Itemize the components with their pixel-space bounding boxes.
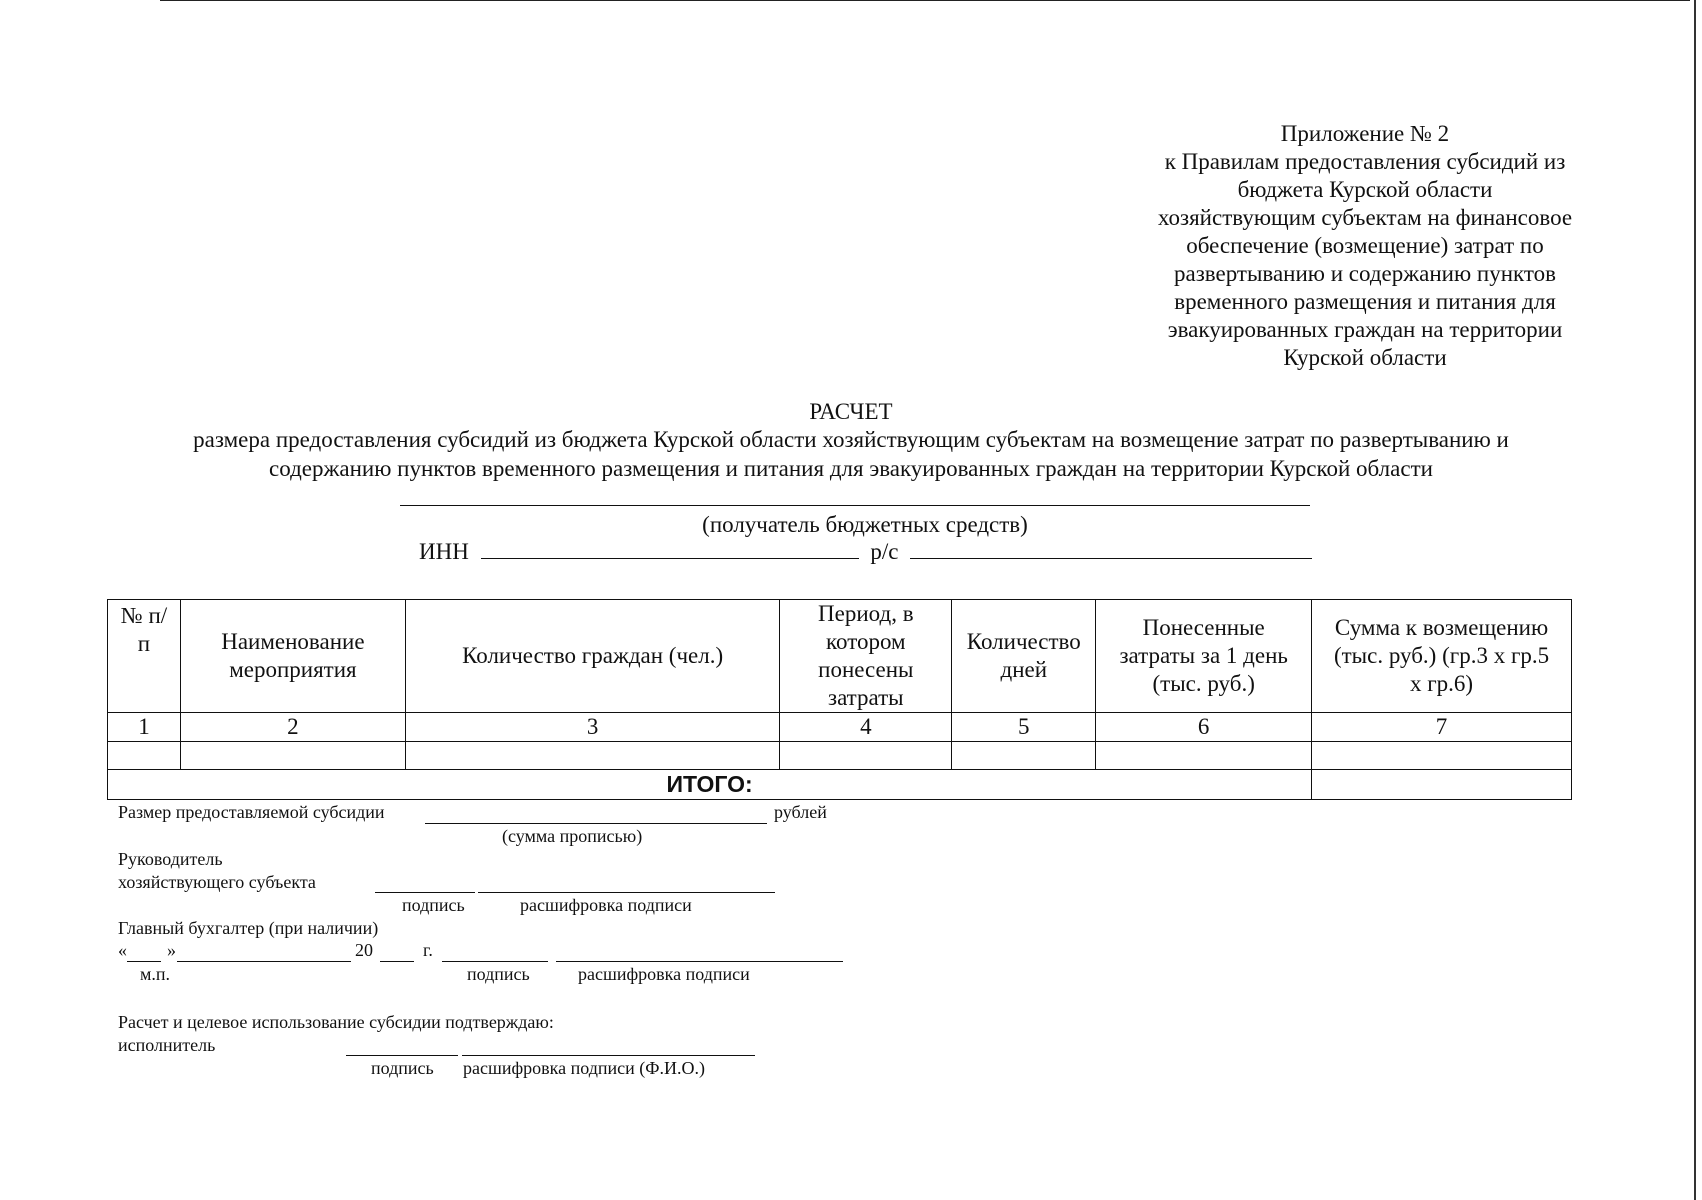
date-year-field[interactable] bbox=[380, 961, 414, 962]
executor-label: исполнитель bbox=[118, 1035, 216, 1055]
column-number: 7 bbox=[1312, 713, 1572, 742]
inn-field[interactable] bbox=[481, 540, 859, 559]
accountant-signature-field[interactable] bbox=[442, 961, 548, 962]
col-header-name: Наименование мероприятия bbox=[180, 600, 405, 713]
table-header-row bbox=[108, 600, 1572, 713]
date-year-suffix: г. bbox=[423, 940, 433, 960]
accountant-signature-decode-field[interactable] bbox=[556, 961, 843, 962]
appendix-line: Приложение № 2 bbox=[1280, 121, 1450, 146]
calculation-table bbox=[107, 599, 1572, 800]
table-column-numbers-row bbox=[108, 713, 1572, 742]
head-label-line-2: хозяйствующего субъекта bbox=[118, 872, 316, 892]
executor-signature-decode-caption: расшифровка подписи (Ф.И.О.) bbox=[463, 1058, 705, 1078]
appendix-line: временного размещения и питания для bbox=[1174, 289, 1556, 314]
column-number: 6 bbox=[1096, 713, 1312, 742]
table-cell[interactable] bbox=[780, 742, 952, 770]
sum-in-words-caption: (сумма прописью) bbox=[502, 826, 643, 846]
appendix-line: бюджета Курской области bbox=[1237, 177, 1493, 202]
date-year-prefix: 20 bbox=[355, 940, 373, 960]
col-header-reimbursement: Сумма к возмещению (тыс. руб.) (гр.3 х гр.5 х гр.6) bbox=[1312, 600, 1572, 713]
document-title: РАСЧЕТ bbox=[809, 399, 893, 424]
scan-top-border bbox=[160, 0, 1690, 1]
column-number: 5 bbox=[952, 713, 1096, 742]
col-header-costs-per-day: Понесенные затраты за 1 день (тыс. руб.) bbox=[1096, 600, 1312, 713]
recipient-caption: (получатель бюджетных средств) bbox=[702, 512, 1028, 537]
column-number: 4 bbox=[780, 713, 952, 742]
head-signature-decode-field[interactable] bbox=[478, 892, 775, 893]
executor-signature-field[interactable] bbox=[346, 1055, 458, 1056]
head-signature-caption: подпись bbox=[402, 895, 465, 915]
inn-account-row bbox=[419, 539, 1312, 565]
executor-signature-decode-field[interactable] bbox=[462, 1055, 755, 1056]
document-subtitle-line-2: содержанию пунктов временного размещения и питания для эвакуированных граждан на территории Курской области bbox=[269, 456, 1433, 481]
col-header-citizens: Количество граждан (чел.) bbox=[405, 600, 779, 713]
rubles-label: рублей bbox=[774, 802, 827, 822]
chief-accountant-label: Главный бухгалтер (при наличии) bbox=[118, 918, 379, 938]
column-number: 1 bbox=[108, 713, 181, 742]
date-close-quote: » bbox=[167, 940, 176, 960]
total-label: ИТОГО: bbox=[666, 771, 753, 797]
inn-label: ИНН bbox=[419, 539, 469, 564]
account-label: р/с bbox=[870, 539, 899, 564]
executor-signature-caption: подпись bbox=[371, 1058, 434, 1078]
total-label-cell bbox=[108, 770, 1312, 800]
table-cell[interactable] bbox=[1096, 742, 1312, 770]
table-cell[interactable] bbox=[180, 742, 405, 770]
table-cell[interactable] bbox=[108, 742, 181, 770]
appendix-note bbox=[1130, 120, 1600, 372]
table-total-row bbox=[108, 770, 1572, 800]
document-subtitle-line-1: размера предоставления субсидий из бюджета Курской области хозяйствующим субъектам на возмещение затрат по развертыванию и bbox=[193, 427, 1509, 452]
table-cell[interactable] bbox=[952, 742, 1096, 770]
appendix-line: развертыванию и содержанию пунктов bbox=[1173, 261, 1556, 286]
col-header-days: Количество дней bbox=[952, 600, 1096, 713]
head-label-line-1: Руководитель bbox=[118, 849, 223, 869]
stamp-place-caption: м.п. bbox=[140, 964, 171, 984]
appendix-line: Курской области bbox=[1283, 345, 1447, 370]
date-month-field[interactable] bbox=[177, 961, 351, 962]
recipient-field-line[interactable] bbox=[400, 505, 1310, 506]
confirmation-label: Расчет и целевое использование субсидии подтверждаю: bbox=[118, 1012, 554, 1032]
head-signature-field[interactable] bbox=[375, 892, 475, 893]
appendix-line: обеспечение (возмещение) затрат по bbox=[1186, 233, 1544, 258]
subsidy-amount-field[interactable] bbox=[425, 823, 767, 824]
head-signature-decode-caption: расшифровка подписи bbox=[520, 895, 692, 915]
table-cell[interactable] bbox=[1312, 742, 1572, 770]
table-cell[interactable] bbox=[405, 742, 779, 770]
col-header-period: Период, в котором понесены затраты bbox=[780, 600, 952, 713]
scan-right-border bbox=[1694, 0, 1696, 1200]
subsidy-amount-label: Размер предоставляемой субсидии bbox=[118, 802, 385, 822]
account-field[interactable] bbox=[910, 540, 1312, 559]
appendix-line: к Правилам предоставления субсидий из bbox=[1164, 149, 1566, 174]
col-header-number: № п/п bbox=[108, 600, 181, 713]
column-number: 3 bbox=[405, 713, 779, 742]
column-number: 2 bbox=[180, 713, 405, 742]
date-day-field[interactable] bbox=[127, 961, 161, 962]
total-value-cell[interactable] bbox=[1312, 770, 1572, 800]
table-row bbox=[108, 742, 1572, 770]
appendix-line: эвакуированных граждан на территории bbox=[1167, 317, 1563, 342]
accountant-signature-caption: подпись bbox=[467, 964, 530, 984]
accountant-signature-decode-caption: расшифровка подписи bbox=[578, 964, 750, 984]
appendix-line: хозяйствующим субъектам на финансовое bbox=[1157, 205, 1573, 230]
date-open-quote: « bbox=[118, 940, 127, 960]
